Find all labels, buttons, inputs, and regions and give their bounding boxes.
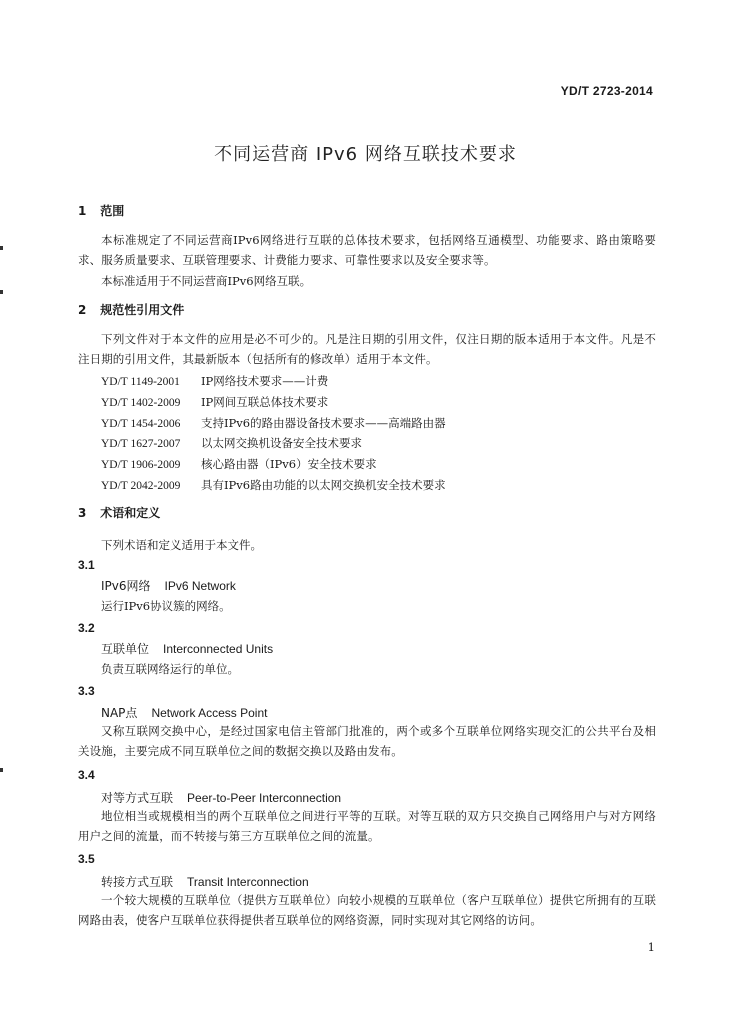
reference-title: IP网间互联总体技术要求 <box>201 395 329 409</box>
term-zh: 互联单位 <box>101 642 150 656</box>
term-definition: 又称互联网交换中心，是经过国家电信主管部门批准的，两个或多个互联单位网络实现交汇的公共平台及相关设施，主要完成不同互联单位之间的数据交换以及路由发布。 <box>78 724 656 758</box>
term-en: Network Access Point <box>151 706 268 720</box>
section-number: 2 <box>78 303 87 317</box>
term-zh: IPv6网络 <box>101 579 151 593</box>
section-number: 1 <box>78 204 87 218</box>
page-number: 1 <box>647 940 655 954</box>
section-number: 3 <box>78 506 87 520</box>
scan-artifact <box>0 246 3 250</box>
section-1-heading <box>78 202 124 219</box>
section-3-intro: 下列术语和定义适用于本文件。 <box>101 538 262 552</box>
reference-title: 以太网交换机设备安全技术要求 <box>201 436 362 450</box>
reference-item <box>101 456 377 472</box>
reference-code: YD/T 2042-2009 <box>101 480 181 492</box>
section-title: 规范性引用文件 <box>100 303 185 317</box>
section-title: 范围 <box>100 204 125 218</box>
term-definition: 运行IPv6协议簇的网络。 <box>101 599 231 613</box>
document-title: 不同运营商 IPv6 网络互联技术要求 <box>214 144 517 165</box>
term-en: Interconnected Units <box>163 642 274 656</box>
term-definition: 负责互联网络运行的单位。 <box>101 662 239 676</box>
term-heading <box>101 873 309 890</box>
term-zh: NAP点 <box>101 706 138 720</box>
reference-title: 核心路由器（IPv6）安全技术要求 <box>201 457 377 471</box>
term-definition: 地位相当或规模相当的两个互联单位之间进行平等的互联。对等互联的双方只交换自己网络用户与对方网络用户之间的流量，而不转接与第三方互联单位之间的流量。 <box>78 809 656 843</box>
section-title: 术语和定义 <box>100 506 161 520</box>
reference-item <box>101 394 328 410</box>
term-heading <box>101 704 267 721</box>
reference-title: 具有IPv6路由功能的以太网交换机安全技术要求 <box>201 478 446 492</box>
scan-artifact <box>0 768 3 772</box>
term-heading <box>101 789 341 806</box>
term-zh: 转接方式互联 <box>101 875 174 889</box>
term-number: 3.3 <box>78 684 95 698</box>
section-1-scope-note: 本标准适用于不同运营商IPv6网络互联。 <box>101 274 312 288</box>
reference-item <box>101 435 362 451</box>
term-number: 3.1 <box>78 558 95 572</box>
term-en: IPv6 Network <box>164 579 236 593</box>
term-en: Transit Interconnection <box>187 875 309 889</box>
term-number: 3.2 <box>78 621 95 635</box>
term-number: 3.5 <box>78 852 95 866</box>
reference-code: YD/T 1627-2007 <box>101 438 181 450</box>
term-number: 3.4 <box>78 768 95 782</box>
section-2-paragraph: 下列文件对于本文件的应用是必不可少的。凡是注日期的引用文件，仅注日期的版本适用于本文件。凡是不注日期的引用文件，其最新版本（包括所有的修改单）适用于本文件。 <box>78 332 656 366</box>
scan-artifact <box>0 290 3 294</box>
reference-code: YD/T 1149-2001 <box>101 376 180 388</box>
section-2-heading <box>78 301 184 318</box>
reference-code: YD/T 1454-2006 <box>101 418 181 430</box>
term-zh: 对等方式互联 <box>101 791 174 805</box>
reference-item <box>101 477 446 493</box>
term-definition: 一个较大规模的互联单位（提供方互联单位）向较小规模的互联单位（客户互联单位）提供它所拥有的互联网路由表，使客户互联单位获得提供者互联单位的网络资源，同时实现对其它网络的访问。 <box>78 893 656 927</box>
term-heading <box>101 640 273 657</box>
section-1-paragraph: 本标准规定了不同运营商IPv6网络进行互联的总体技术要求，包括网络互通模型、功能要求、路由策略要求、服务质量要求、互联管理要求、计费能力要求、可靠性要求以及安全要求等。 <box>78 233 656 267</box>
term-en: Peer-to-Peer Interconnection <box>187 791 342 805</box>
reference-title: 支持IPv6的路由器设备技术要求——高端路由器 <box>201 416 446 430</box>
reference-code: YD/T 1906-2009 <box>101 459 181 471</box>
reference-code: YD/T 1402-2009 <box>101 397 181 409</box>
section-3-heading <box>78 504 160 521</box>
reference-item <box>101 373 328 389</box>
standard-code: YD/T 2723-2014 <box>560 84 653 98</box>
reference-item <box>101 415 446 431</box>
term-heading <box>101 577 236 594</box>
reference-title: IP网络技术要求——计费 <box>201 374 329 388</box>
